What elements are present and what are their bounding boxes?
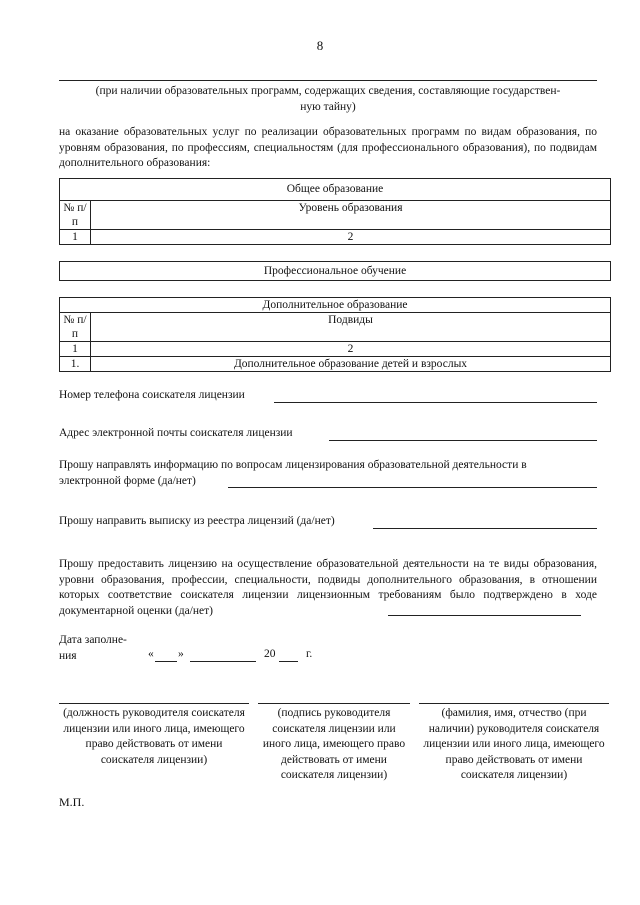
additional-row-name: Дополнительное образование детей и взрослых — [91, 357, 611, 372]
header-note-line2: ную тайну) — [300, 100, 356, 113]
date-label — [59, 633, 127, 664]
position-caption: (должность руководителя соискателя лицензии или иного лица, имеющего право действовать от имени соискателя лицензии) — [63, 707, 245, 766]
email-label: Адрес электронной почты соискателя лицензии — [59, 427, 293, 439]
date-year-field[interactable] — [279, 661, 298, 662]
position-signature-line[interactable] — [59, 703, 249, 704]
electronic-label-line2: электронной форме (да/нет) — [59, 474, 196, 487]
electronic-label-line1: Прошу направлять информацию по вопросам лицензирования образовательной деятельности в — [59, 459, 527, 471]
date-label-line1: Дата заполне- — [59, 634, 127, 646]
additional-index-2: 2 — [91, 342, 611, 357]
name-caption: (фамилия, имя, отчество (при наличии) руководителя соискателя лицензии или иного лица, имеющего право действовать от имени соискателя лицензии) — [423, 707, 605, 781]
signature-caption: (подпись руководителя соискателя лицензии или иного лица, имеющего право действовать от имени соискателя лицензии) — [262, 707, 406, 781]
general-col-level: Уровень образования — [91, 201, 611, 230]
phone-label: Номер телефона соискателя лицензии — [59, 389, 245, 401]
date-label-line2: ния — [59, 649, 77, 662]
general-education-title: Общее образование — [60, 179, 611, 201]
grant-field[interactable] — [388, 615, 581, 616]
additional-education-title: Дополнительное образование — [60, 298, 611, 313]
date-open-quote: « — [148, 648, 154, 660]
stamp-label: М.П. — [59, 795, 85, 809]
additional-index-1: 1 — [60, 342, 91, 357]
date-year-prefix: 20 — [264, 648, 276, 660]
general-education-table — [59, 178, 611, 245]
general-index-2: 2 — [91, 230, 611, 245]
professional-training-title: Профессиональное обучение — [60, 262, 611, 281]
header-note — [59, 84, 597, 115]
professional-training-table — [59, 261, 611, 281]
date-year-suffix: г. — [306, 648, 313, 660]
phone-field[interactable] — [274, 402, 597, 403]
grant-paragraph: Прошу предоставить лицензию на осуществление образовательной деятельности на те виды образования, уровни образования, профессии, специальности, подвиды дополнительного образования, в отношении которых соответствие соискателя лицензии лицензионным требованиям было подтверждено в ходе документарной оценки (да/нет) — [59, 558, 597, 617]
email-field[interactable] — [329, 440, 597, 441]
header-note-line1: (при наличии образовательных программ, содержащих сведения, составляющие государствен- — [95, 85, 561, 97]
page-number: 8 — [316, 38, 324, 53]
additional-col-subtypes: Подвиды — [91, 313, 611, 342]
signature-line[interactable] — [258, 703, 410, 704]
date-close-quote: » — [178, 648, 184, 660]
electronic-field[interactable] — [228, 487, 597, 488]
additional-col-num: № п/п — [60, 313, 91, 342]
general-col-num: № п/п — [60, 201, 91, 230]
additional-education-table — [59, 297, 611, 372]
date-day-field[interactable] — [155, 661, 177, 662]
date-month-field[interactable] — [190, 661, 256, 662]
extract-label: Прошу направить выписку из реестра лицензий (да/нет) — [59, 515, 335, 527]
intro-paragraph: на оказание образовательных услуг по реализации образовательных программ по видам образования, по уровням образования, по профессиям, специальностям (для профессионального образования), по подвидам дополнительного образования: — [59, 126, 597, 169]
name-signature-line[interactable] — [419, 703, 609, 704]
extract-field[interactable] — [373, 528, 597, 529]
electronic-label — [59, 458, 597, 489]
general-index-1: 1 — [60, 230, 91, 245]
additional-row-num: 1. — [60, 357, 91, 372]
table-row — [60, 357, 611, 372]
header-underline — [59, 80, 597, 81]
